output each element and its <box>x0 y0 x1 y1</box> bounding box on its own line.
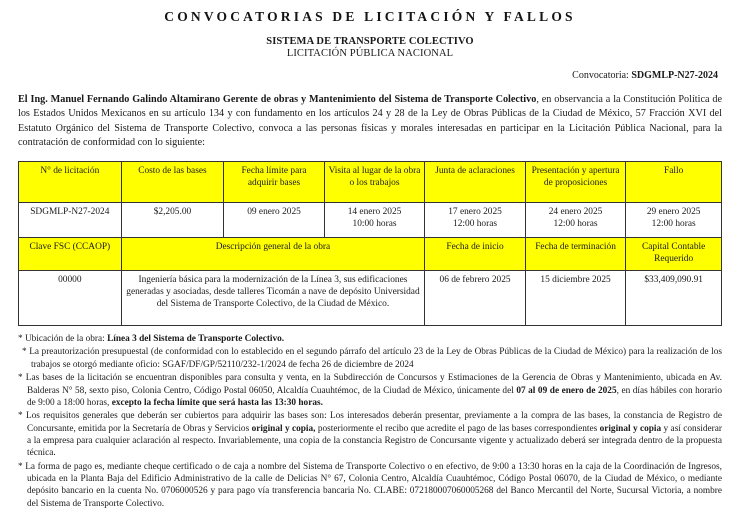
notes-section <box>18 333 722 510</box>
note-ubicacion-value: Línea 3 del Sistema de Transporte Colectivo. <box>107 334 285 345</box>
value-line-1: 09 enero 2025 <box>247 207 301 218</box>
document-page <box>0 6 740 509</box>
table-row <box>19 203 722 238</box>
value-line-1: 24 enero 2025 <box>548 207 603 218</box>
value-line-1: 29 enero 2025 <box>646 207 701 218</box>
note-ubicacion <box>18 333 722 345</box>
value-line-1: 14 enero 2025 <box>347 207 402 218</box>
td-presentacion-apertura <box>525 203 626 238</box>
note-requisitos-text-1: * Los requisitos generales que deberán ser cubiertos para adquirir las bases son: Los interesados deberán presentar, previamente a la compra de las bases, la constancia de Registro de Concursante, emitida por la Secretaría de Obras y Servicios <box>18 411 722 434</box>
td-clave-fsc: 00000 <box>19 271 122 326</box>
note-requisitos-original-copia-1: original y copia, <box>251 423 316 434</box>
th-capital-contable: Capital Contable Requerido <box>626 238 722 271</box>
intro-lead: El Ing. Manuel Fernando Galindo Altamirano Gerente de obras y Mantenimiento del Sistema de Transporte Colectivo <box>18 94 537 105</box>
procedure-type: LICITACIÓN PÚBLICA NACIONAL <box>286 48 454 59</box>
note-ubicacion-label: * Ubicación de la obra: <box>18 334 105 345</box>
note-bases-text-1: * Las bases de la licitación se encuentran disponibles para consulta y venta, en la Subdirección de Concursos y Estimaciones de la Gerencia de Obras y Mantenimiento, ubicada en Av. Balderas N° 58, sexto piso, Colonia Centro, Código Postal 06050, Alcaldía Cuauhtémoc, de la Ciudad de México, únicamente del <box>18 373 722 396</box>
td-fecha-inicio: 06 de febrero 2025 <box>425 271 526 326</box>
td-numero-licitacion <box>19 203 122 238</box>
note-requisitos-original-copia-2: original y copia <box>599 423 662 434</box>
intro-body: , en observancia a la Constitución Política de los Estados Unidos Mexicanos en su artículo 134 y con fundamento en los artículos 24 y 28 de la Ley de Obras Públicas de la Ciudad de México, 57 Fracción XVI del Estatuto Orgánico del Sistema de Transporte Colectivo, convoca a las personas físicas y morales interesadas en participar en la Licitación Pública Nacional, para la contratación de conformidad con lo siguiente: <box>18 94 723 149</box>
value-line-1: 17 enero 2025 <box>448 207 502 218</box>
note-bases-excepcion: excepto la fecha límite que será hasta las 13:30 horas. <box>111 397 323 408</box>
th-descripcion-obra: Descripción general de la obra <box>121 238 425 271</box>
th-presentacion-apertura: Presentación y apertura de proposiciones <box>525 162 626 203</box>
th-fecha-terminacion: Fecha de terminación <box>525 238 626 271</box>
value-line-1: $2,205.00 <box>153 207 192 218</box>
value-line-2: 12:00 horas <box>651 219 696 230</box>
th-junta-aclaraciones: Junta de aclaraciones <box>425 162 526 203</box>
convocatoria-number: SDGMLP-N27-2024 <box>631 70 718 81</box>
note-bases-fechas: 07 al 09 de enero de 2025 <box>516 385 617 396</box>
td-visita-obra <box>324 203 425 238</box>
th-clave-fsc: Clave FSC (CCAOP) <box>19 238 122 271</box>
note-bases-disponibles <box>18 372 722 409</box>
note-requisitos-text-3: y así considerar a la empresa para cualquier aclaración al respecto. Invariablemente, una copia de la constancia Registro de Concursante vigente y actualizado deberá ser integrada dentro de la propuesta técnica. <box>27 423 722 459</box>
td-junta-aclaraciones <box>425 203 526 238</box>
value-line-1: SDGMLP-N27-2024 <box>30 207 110 218</box>
note-requisitos-text-2: posteriormente el recibo que acredite el pago de las bases correspondientes <box>315 423 600 434</box>
value-line-2: 12:00 horas <box>453 219 498 230</box>
note-bases-text-2: , en días hábiles con horario de 9:00 a 18:00 horas, <box>27 385 722 408</box>
th-fecha-inicio: Fecha de inicio <box>425 238 526 271</box>
convocatoria-label: Convocatoria: <box>572 70 629 81</box>
td-fallo <box>626 203 722 238</box>
table-header-row-2 <box>19 238 722 271</box>
td-fecha-terminacion: 15 diciembre 2025 <box>525 271 626 326</box>
note-requisitos <box>18 410 722 459</box>
th-fallo: Fallo <box>626 162 722 203</box>
note-forma-de-pago: * La forma de pago es, mediante cheque certificado o de caja a nombre del Sistema de Transporte Colectivo o en efectivo, de 9:00 a 13:30 horas en la caja de la Coordinación de Ingresos, ubicada en la Planta Baja del Edificio Administrativo de la calle de Delicias N° 67, Colonia Centro, Alcaldía Cuauhtémoc, Código Postal 06070, de la Ciudad de México, o mediante depósito bancario en la cuenta No. 0706000526 y para pago vía transferencia bancaria No. CLABE: 072180007060005268 del Banco Mercantil del Norte, Sucursal Victoria, a nombre del Sistema de Transporte Colectivo. <box>18 461 722 509</box>
value-line-2: 12:00 horas <box>553 219 598 230</box>
th-visita-obra: Visita al lugar de la obra o los trabajos <box>324 162 425 203</box>
td-fecha-limite-bases <box>224 203 325 238</box>
td-capital-contable: $33,409,090.91 <box>626 271 722 326</box>
intro-paragraph <box>18 93 722 151</box>
page-title: CONVOCATORIAS DE LICITACIÓN Y FALLOS <box>164 9 576 24</box>
td-costo-bases <box>121 203 224 238</box>
table-row <box>19 271 722 326</box>
value-line-2: 10:00 horas <box>352 219 397 230</box>
th-fecha-limite-bases: Fecha límite para adquirir bases <box>224 162 325 203</box>
th-numero-licitacion: N° de licitación <box>19 162 122 203</box>
bid-details-table <box>18 161 722 326</box>
td-descripcion-obra: Ingeniería básica para la modernización de la Línea 3, sus edificaciones generadas y asociadas, desde talleres Ticomán a nave de depósito Universidad del Sistema de Transporte Colectivo, de la Ciudad de México. <box>121 271 425 326</box>
organization-name: SISTEMA DE TRANSPORTE COLECTIVO <box>266 36 474 47</box>
note-preautorizacion: * La preautorización presupuestal (de conformidad con lo establecido en el segundo párrafo del artículo 23 de la Ley de Obras Públicas de la Ciudad de México) para la realización de los trabajos se otorgó mediante oficio: SGAF/DF/GP/52110/232-1/2024 de fecha 26 de diciembre de 2024 <box>22 347 722 370</box>
convocatoria-reference <box>18 70 722 81</box>
th-costo-bases: Costo de las bases <box>121 162 224 203</box>
table-header-row-1 <box>19 162 722 203</box>
